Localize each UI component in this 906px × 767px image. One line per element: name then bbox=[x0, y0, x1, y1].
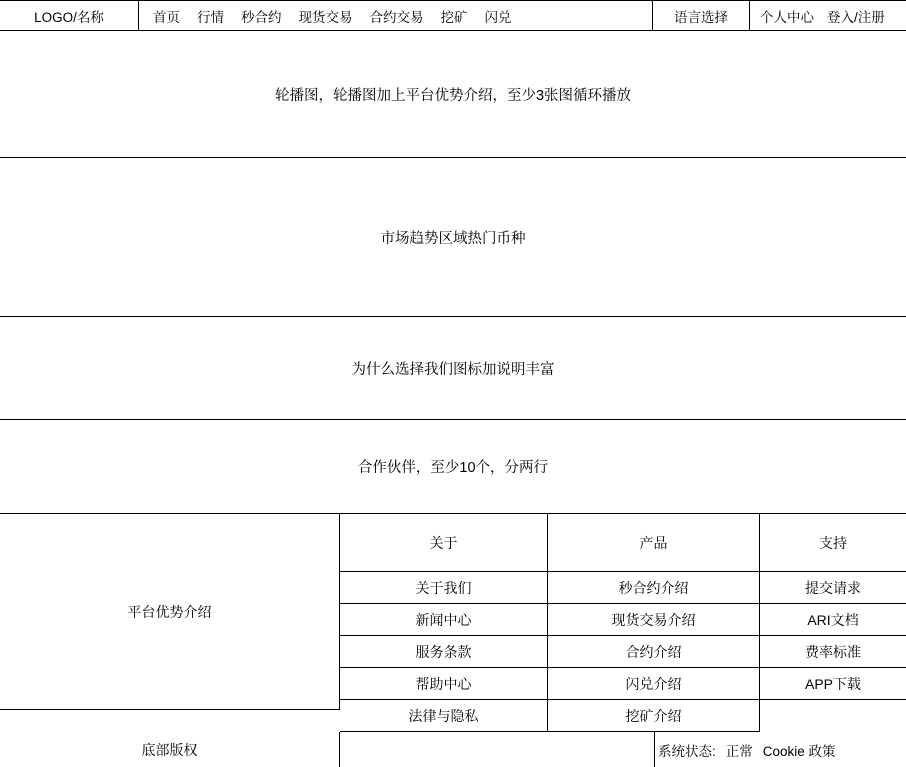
footer-column-products-title bbox=[548, 514, 760, 572]
footer-link-news-center[interactable] bbox=[340, 604, 548, 636]
footer-about-title-label: 关于 bbox=[429, 534, 458, 551]
footer-link-contract-intro-label: 合约介绍 bbox=[625, 643, 682, 660]
footer-link-app-download-label: APP下载 bbox=[804, 675, 861, 692]
site-header bbox=[0, 0, 906, 31]
footer-link-seconds-contract-intro[interactable] bbox=[548, 572, 760, 604]
why-choose-us-section bbox=[0, 317, 906, 420]
system-status-label: 系统状态: bbox=[658, 743, 716, 759]
nav-item-flash-swap[interactable]: 闪兑 bbox=[484, 9, 512, 25]
footer-column-support-title bbox=[760, 514, 906, 572]
system-status-value: 正常 bbox=[725, 743, 753, 759]
nav-item-contract-trading[interactable]: 合约交易 bbox=[369, 9, 424, 25]
nav-item-mining[interactable]: 挖矿 bbox=[440, 9, 468, 25]
footer-products-title-label: 产品 bbox=[639, 534, 668, 551]
why-choose-us-section-label: 为什么选择我们图标加说明丰富 bbox=[351, 361, 555, 378]
footer-link-about-us[interactable] bbox=[340, 572, 548, 604]
footer-link-flash-swap-intro[interactable] bbox=[548, 668, 760, 700]
copyright-cell bbox=[0, 732, 340, 767]
footer-link-fee-standard[interactable] bbox=[760, 636, 906, 668]
partners-section-label: 合作伙伴，至少10个，分两行 bbox=[357, 460, 549, 476]
logo[interactable]: LOGO/名称 bbox=[0, 1, 139, 30]
footer-link-help-center-label: 帮助中心 bbox=[415, 675, 472, 692]
footer-link-terms[interactable] bbox=[340, 636, 548, 668]
footer-link-app-download[interactable] bbox=[760, 668, 906, 700]
footer-link-terms-label: 服务条款 bbox=[415, 643, 472, 660]
footer-link-mining-intro[interactable] bbox=[548, 700, 760, 732]
footer-link-legal-privacy-label: 法律与隐私 bbox=[408, 707, 479, 724]
bottom-spacer-cell bbox=[340, 732, 654, 767]
main-nav bbox=[139, 1, 653, 30]
footer-link-fee-standard-label: 费率标准 bbox=[805, 643, 861, 660]
copyright-label: 底部版权 bbox=[141, 741, 198, 758]
system-status-bar bbox=[654, 732, 906, 767]
nav-item-home[interactable]: 首页 bbox=[153, 9, 180, 25]
footer-link-api-docs[interactable] bbox=[760, 604, 906, 636]
footer-link-contract-intro[interactable] bbox=[548, 636, 760, 668]
user-actions bbox=[750, 1, 906, 30]
market-trend-section bbox=[0, 158, 906, 317]
partners-section bbox=[0, 420, 906, 514]
footer-link-about-us-label: 关于我们 bbox=[415, 579, 472, 596]
language-selector[interactable]: 语言选择 bbox=[653, 1, 750, 30]
footer-link-seconds-contract-intro-label: 秒合约介绍 bbox=[618, 579, 689, 596]
carousel-section-label: 轮播图，轮播图加上平台优势介绍，至少3张图循环播放 bbox=[274, 87, 632, 104]
footer-link-help-center[interactable] bbox=[340, 668, 548, 700]
footer-link-submit-request[interactable] bbox=[760, 572, 906, 604]
carousel-section bbox=[0, 31, 906, 158]
footer-link-submit-request-label: 提交请求 bbox=[805, 579, 861, 596]
footer-column-about-title bbox=[340, 514, 548, 572]
cookie-policy-link[interactable]: Cookie 政策 bbox=[762, 743, 836, 759]
footer-support-title-label: 支持 bbox=[819, 534, 847, 551]
site-footer bbox=[0, 514, 906, 767]
footer-link-spot-trading-intro-label: 现货交易介绍 bbox=[611, 611, 696, 628]
footer-link-legal-privacy[interactable] bbox=[340, 700, 548, 732]
nav-item-markets[interactable]: 行情 bbox=[197, 9, 224, 25]
platform-intro-cell bbox=[0, 514, 340, 710]
login-register-link[interactable]: 登入/注册 bbox=[827, 9, 885, 25]
market-trend-section-label: 市场趋势区域热门币种 bbox=[380, 230, 526, 247]
footer-link-mining-intro-label: 挖矿介绍 bbox=[625, 707, 682, 724]
nav-item-seconds-contract[interactable]: 秒合约 bbox=[241, 9, 282, 25]
footer-link-news-center-label: 新闻中心 bbox=[415, 611, 472, 628]
footer-link-spot-trading-intro[interactable] bbox=[548, 604, 760, 636]
footer-link-flash-swap-intro-label: 闪兑介绍 bbox=[625, 675, 682, 692]
platform-intro-label: 平台优势介绍 bbox=[127, 603, 212, 620]
nav-item-spot-trading[interactable]: 现货交易 bbox=[298, 9, 353, 25]
user-center-link[interactable]: 个人中心 bbox=[760, 9, 814, 25]
footer-link-api-docs-label: ARI文档 bbox=[807, 611, 859, 628]
